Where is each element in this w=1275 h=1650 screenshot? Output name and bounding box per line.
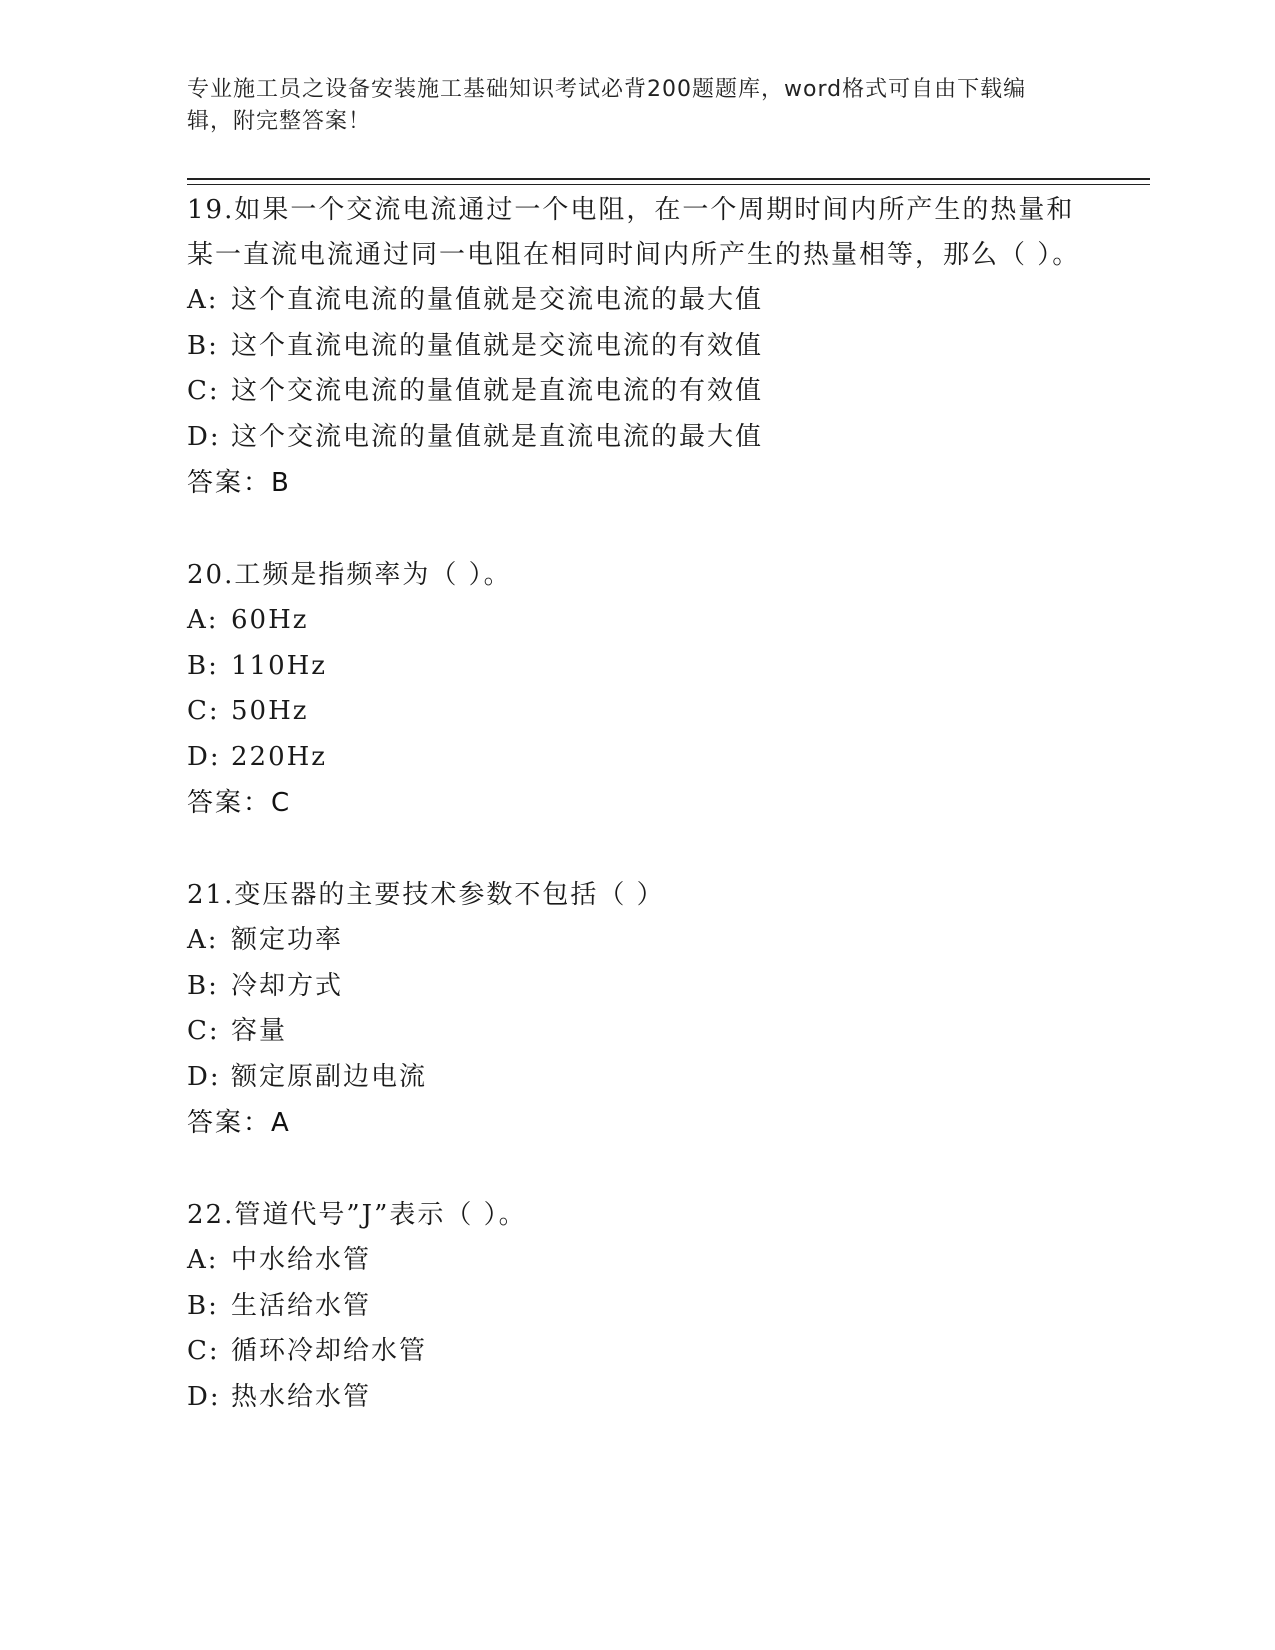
option-b	[187, 644, 1087, 690]
option-a	[187, 1238, 1087, 1284]
option-letter: B:	[187, 330, 219, 361]
option-letter: D:	[187, 1381, 221, 1412]
option-text: 额定功率	[231, 925, 344, 955]
question-stem: 21.变压器的主要技术参数不包括（ ）	[187, 880, 665, 910]
option-d	[187, 415, 1087, 461]
option-c	[187, 1329, 1087, 1375]
header-divider-thin	[187, 184, 1150, 185]
option-text: 60Hz	[231, 605, 309, 635]
answer-label: 答案：B	[187, 468, 291, 498]
option-letter: C:	[187, 1336, 220, 1366]
option-text: 这个直流电流的量值就是交流电流的有效值	[231, 330, 764, 361]
option-text: 中水给水管	[231, 1245, 372, 1275]
answer-label: 答案：A	[187, 1108, 291, 1138]
question-list	[187, 188, 1087, 1467]
option-letter: B:	[187, 650, 219, 681]
option-text: 冷却方式	[231, 970, 344, 1001]
question-stem: 20.工频是指频率为（ ）。	[187, 560, 512, 590]
header-divider	[187, 178, 1150, 180]
option-text: 额定原副边电流	[231, 1061, 428, 1092]
option-text: 220Hz	[231, 741, 327, 772]
option-letter: B:	[187, 970, 219, 1001]
option-d	[187, 1375, 1087, 1421]
option-text: 这个交流电流的量值就是直流电流的最大值	[231, 421, 764, 452]
option-a	[187, 918, 1087, 964]
question-20	[187, 553, 1087, 826]
option-text: 容量	[231, 1016, 288, 1046]
question-stem: 22.管道代号”J”表示（ ）。	[187, 1200, 527, 1230]
option-text: 热水给水管	[231, 1381, 372, 1412]
option-letter: B:	[187, 1290, 219, 1321]
option-text: 这个交流电流的量值就是直流电流的有效值	[231, 376, 764, 406]
option-text: 这个直流电流的量值就是交流电流的最大值	[231, 285, 764, 315]
option-d	[187, 1055, 1087, 1101]
option-b	[187, 964, 1087, 1010]
option-c	[187, 369, 1087, 415]
option-letter: D:	[187, 421, 221, 452]
option-b	[187, 1284, 1087, 1330]
question-22	[187, 1193, 1087, 1420]
question-21	[187, 873, 1087, 1146]
question-19	[187, 188, 1087, 506]
option-letter: A:	[187, 1245, 219, 1275]
option-letter: A:	[187, 285, 219, 315]
document-header: 专业施工员之设备安装施工基础知识考试必背200题题库，word格式可自由下载编辑，附完整答案！	[187, 77, 1027, 134]
option-text: 50Hz	[231, 696, 309, 726]
option-text: 生活给水管	[231, 1290, 372, 1321]
option-c	[187, 689, 1087, 735]
option-b	[187, 324, 1087, 370]
option-c	[187, 1009, 1087, 1055]
option-letter: D:	[187, 1061, 221, 1092]
answer-label: 答案：C	[187, 788, 292, 818]
question-stem: 19.如果一个交流电流通过一个电阻，在一个周期时间内所产生的热量和某一直流电流通过同一电阻在相同时间内所产生的热量相等，那么（ ）。	[187, 195, 1081, 270]
option-letter: A:	[187, 605, 219, 635]
option-a	[187, 598, 1087, 644]
option-a	[187, 278, 1087, 324]
option-d	[187, 735, 1087, 781]
option-letter: D:	[187, 741, 221, 772]
option-text: 循环冷却给水管	[231, 1336, 428, 1366]
option-letter: C:	[187, 376, 220, 406]
option-letter: A:	[187, 925, 219, 955]
option-letter: C:	[187, 696, 220, 726]
option-letter: C:	[187, 1016, 220, 1046]
option-text: 110Hz	[231, 650, 327, 681]
